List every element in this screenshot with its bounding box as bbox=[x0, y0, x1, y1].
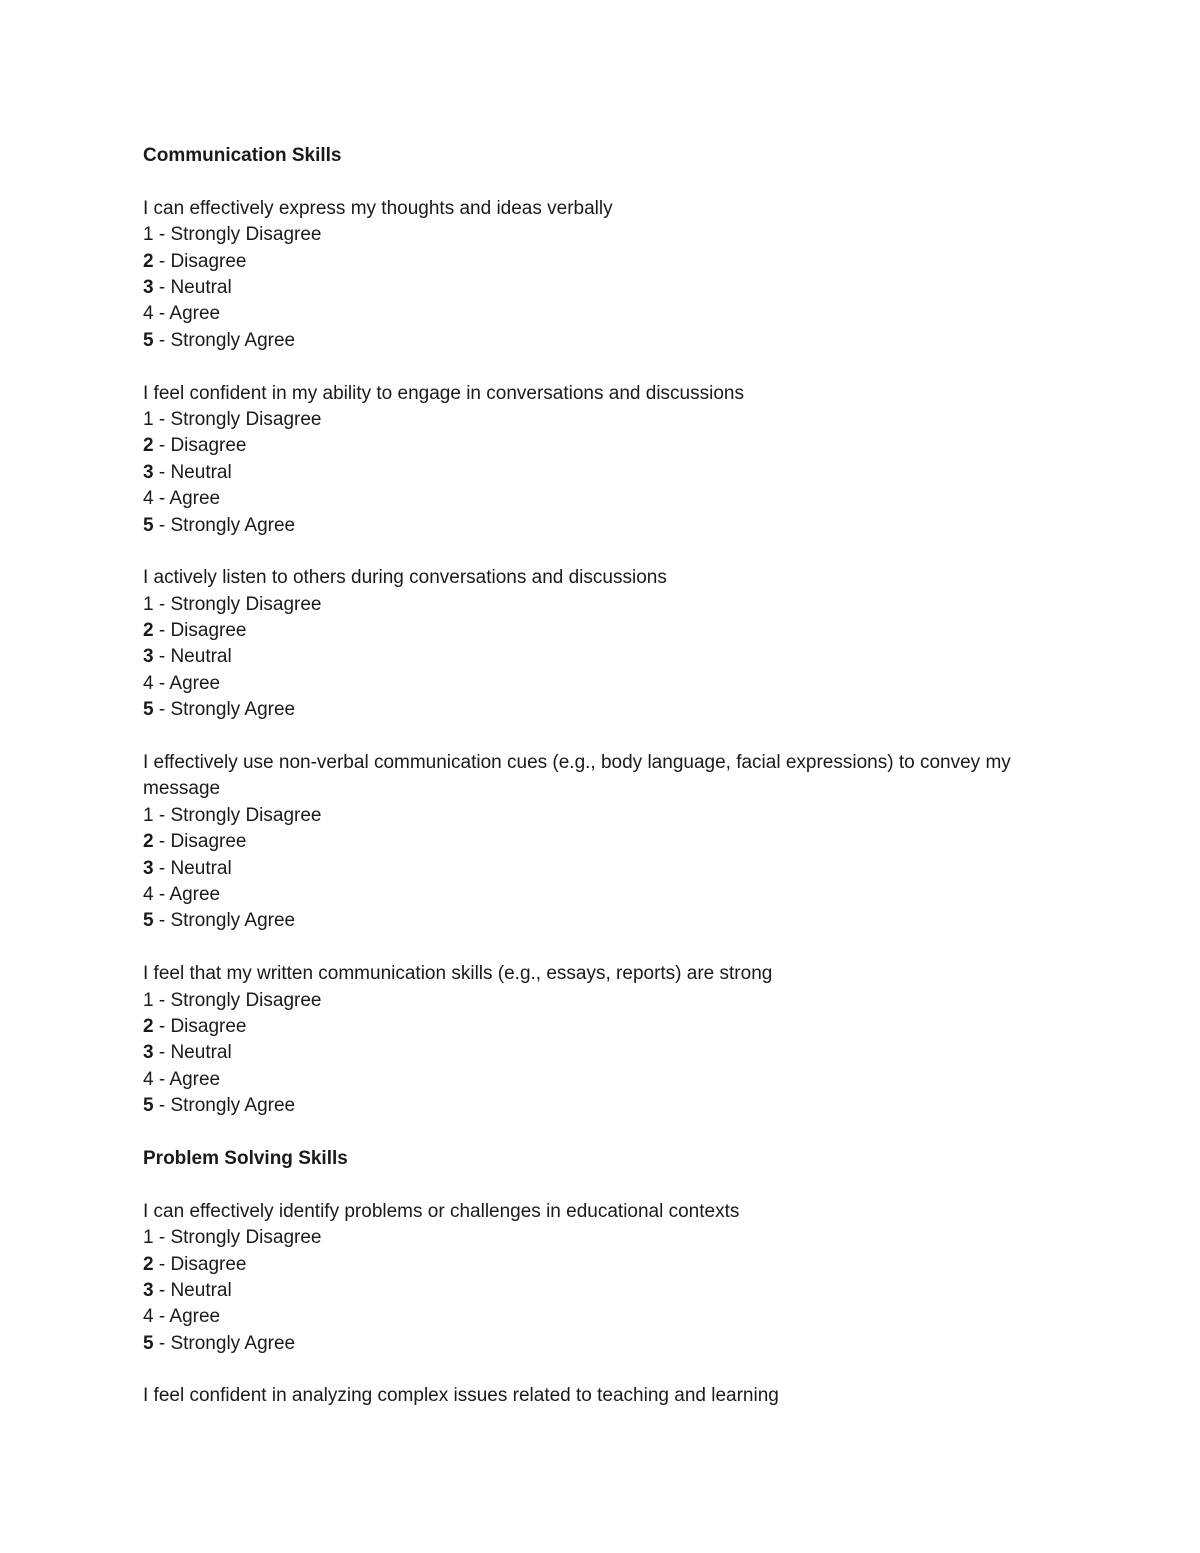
question-text: I actively listen to others during conversations and discussions bbox=[143, 567, 667, 589]
question-text: I can effectively express my thoughts and ideas verbally bbox=[143, 197, 613, 219]
likert-option bbox=[143, 1040, 1083, 1066]
likert-option bbox=[143, 1331, 1083, 1357]
likert-option bbox=[143, 1304, 1083, 1330]
option-number: 2 bbox=[143, 1015, 154, 1037]
option-label: - Agree bbox=[153, 672, 221, 694]
option-label: - Strongly Disagree bbox=[153, 804, 322, 826]
option-number: 4 bbox=[143, 303, 154, 325]
likert-scale-options bbox=[143, 592, 1083, 724]
option-number: 5 bbox=[143, 910, 154, 932]
question-text: I can effectively identify problems or challenges in educational contexts bbox=[143, 1200, 740, 1222]
likert-option bbox=[143, 301, 1083, 327]
option-number: 1 bbox=[143, 408, 154, 430]
option-number: 2 bbox=[143, 435, 154, 457]
likert-option bbox=[143, 433, 1083, 459]
likert-option bbox=[143, 1093, 1083, 1119]
option-label: - Neutral bbox=[153, 1279, 232, 1301]
option-number: 2 bbox=[143, 1253, 154, 1275]
likert-option bbox=[143, 1014, 1083, 1040]
option-label: - Strongly Disagree bbox=[153, 593, 322, 615]
document-page bbox=[143, 143, 1083, 1436]
likert-option bbox=[143, 1225, 1083, 1251]
option-label: - Strongly Agree bbox=[153, 910, 296, 932]
likert-scale-options bbox=[143, 988, 1083, 1120]
option-label: - Strongly Agree bbox=[153, 1332, 296, 1354]
option-label: - Disagree bbox=[153, 435, 247, 457]
option-number: 1 bbox=[143, 1227, 154, 1249]
section-title: Communication Skills bbox=[143, 145, 342, 166]
likert-option bbox=[143, 856, 1083, 882]
option-label: - Disagree bbox=[153, 620, 247, 642]
option-number: 1 bbox=[143, 989, 154, 1011]
likert-option bbox=[143, 592, 1083, 618]
option-number: 1 bbox=[143, 593, 154, 615]
option-label: - Strongly Disagree bbox=[153, 224, 322, 246]
option-number: 5 bbox=[143, 1095, 154, 1117]
likert-option bbox=[143, 407, 1083, 433]
likert-option bbox=[143, 803, 1083, 829]
survey-question bbox=[143, 961, 1083, 1119]
likert-option bbox=[143, 1067, 1083, 1093]
likert-option bbox=[143, 328, 1083, 354]
option-number: 1 bbox=[143, 804, 154, 826]
option-number: 5 bbox=[143, 699, 154, 721]
option-label: - Strongly Agree bbox=[153, 699, 296, 721]
likert-option bbox=[143, 1252, 1083, 1278]
option-label: - Agree bbox=[153, 488, 221, 510]
option-label: - Neutral bbox=[153, 646, 232, 668]
likert-option bbox=[143, 460, 1083, 486]
option-number: 3 bbox=[143, 1279, 154, 1301]
likert-option bbox=[143, 249, 1083, 275]
option-label: - Strongly Agree bbox=[153, 514, 296, 536]
question-text: I feel confident in analyzing complex issues related to teaching and learning bbox=[143, 1385, 779, 1407]
option-label: - Strongly Disagree bbox=[153, 408, 322, 430]
option-label: - Strongly Agree bbox=[153, 1095, 296, 1117]
option-label: - Neutral bbox=[153, 276, 232, 298]
likert-option bbox=[143, 988, 1083, 1014]
survey-question bbox=[143, 750, 1083, 935]
option-number: 3 bbox=[143, 857, 154, 879]
question-text: I feel confident in my ability to engage in conversations and discussions bbox=[143, 382, 744, 404]
option-number: 3 bbox=[143, 276, 154, 298]
option-number: 4 bbox=[143, 1068, 154, 1090]
option-label: - Agree bbox=[153, 1068, 221, 1090]
option-label: - Neutral bbox=[153, 857, 232, 879]
option-number: 5 bbox=[143, 514, 154, 536]
likert-scale-options bbox=[143, 222, 1083, 354]
likert-option bbox=[143, 618, 1083, 644]
survey-question bbox=[143, 1383, 1083, 1409]
option-number: 4 bbox=[143, 1306, 154, 1328]
option-number: 2 bbox=[143, 831, 154, 853]
option-number: 1 bbox=[143, 224, 154, 246]
option-number: 4 bbox=[143, 884, 154, 906]
likert-option bbox=[143, 275, 1083, 301]
option-label: - Disagree bbox=[153, 250, 247, 272]
question-text: I feel that my written communication skills (e.g., essays, reports) are strong bbox=[143, 963, 773, 985]
likert-option bbox=[143, 882, 1083, 908]
survey-question bbox=[143, 1199, 1083, 1357]
option-label: - Disagree bbox=[153, 1253, 247, 1275]
option-number: 4 bbox=[143, 488, 154, 510]
likert-scale-options bbox=[143, 407, 1083, 539]
survey-question bbox=[143, 196, 1083, 354]
option-label: - Neutral bbox=[153, 461, 232, 483]
likert-option bbox=[143, 671, 1083, 697]
option-label: - Disagree bbox=[153, 1015, 247, 1037]
likert-option bbox=[143, 486, 1083, 512]
survey-question bbox=[143, 381, 1083, 539]
survey-section bbox=[143, 1146, 1083, 1410]
option-label: - Strongly Agree bbox=[153, 329, 296, 351]
option-number: 4 bbox=[143, 672, 154, 694]
option-label: - Agree bbox=[153, 303, 221, 325]
option-number: 5 bbox=[143, 1332, 154, 1354]
likert-option bbox=[143, 829, 1083, 855]
option-number: 2 bbox=[143, 250, 154, 272]
likert-option bbox=[143, 644, 1083, 670]
likert-option bbox=[143, 513, 1083, 539]
option-number: 2 bbox=[143, 620, 154, 642]
option-label: - Strongly Disagree bbox=[153, 1227, 322, 1249]
option-label: - Neutral bbox=[153, 1042, 232, 1064]
option-label: - Strongly Disagree bbox=[153, 989, 322, 1011]
option-number: 3 bbox=[143, 461, 154, 483]
question-text: I effectively use non-verbal communication cues (e.g., body language, facial expressions) to convey my message bbox=[143, 752, 1011, 800]
survey-section bbox=[143, 143, 1083, 1120]
likert-scale-options bbox=[143, 1225, 1083, 1357]
likert-option bbox=[143, 222, 1083, 248]
likert-option bbox=[143, 908, 1083, 934]
likert-option bbox=[143, 697, 1083, 723]
option-number: 3 bbox=[143, 1042, 154, 1064]
option-label: - Agree bbox=[153, 884, 221, 906]
survey-question bbox=[143, 565, 1083, 723]
option-number: 3 bbox=[143, 646, 154, 668]
likert-scale-options bbox=[143, 803, 1083, 935]
option-label: - Agree bbox=[153, 1306, 221, 1328]
likert-option bbox=[143, 1278, 1083, 1304]
section-title: Problem Solving Skills bbox=[143, 1147, 348, 1169]
option-label: - Disagree bbox=[153, 831, 247, 853]
option-number: 5 bbox=[143, 329, 154, 351]
